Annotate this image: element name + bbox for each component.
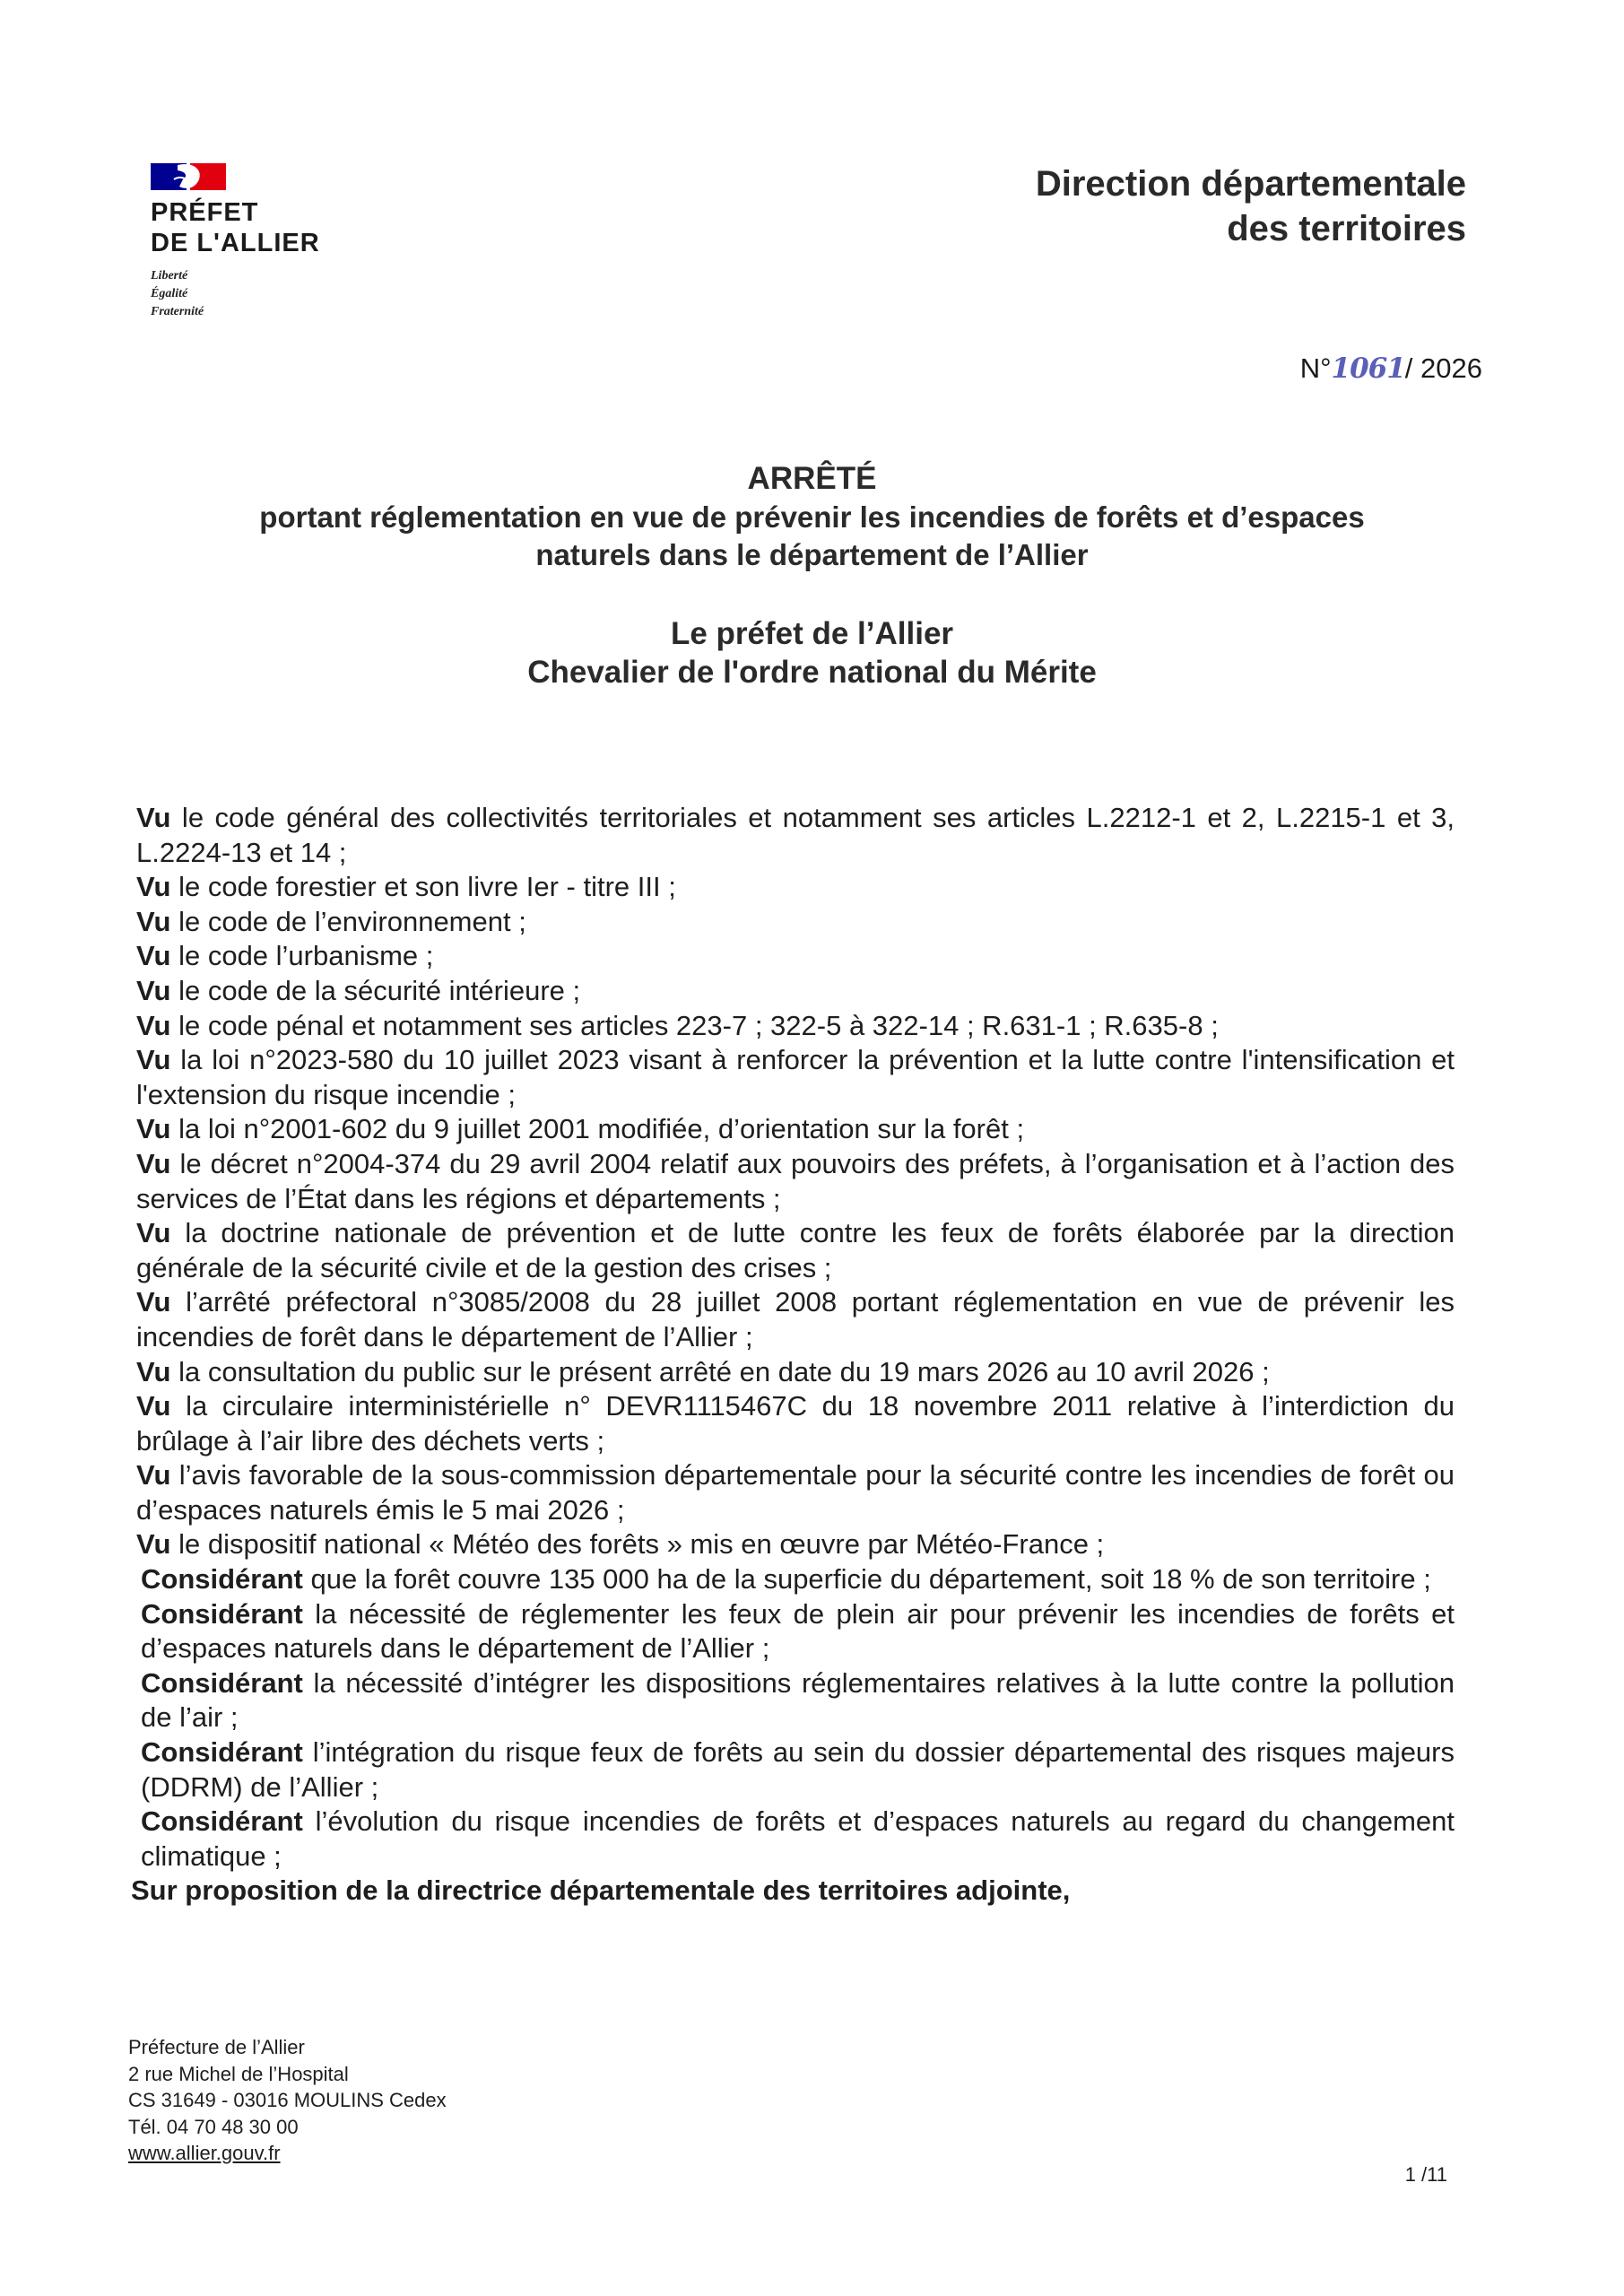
page-number: 1 /11 (1404, 2163, 1447, 2186)
prefecture-address (128, 2034, 447, 2167)
signing-authority (135, 614, 1489, 691)
visa-item: Vu la loi n°2001-602 du 9 juillet 2001 modifiée, d’orientation sur la forêt ; (136, 1113, 1025, 1145)
arrete-number (1300, 352, 1482, 385)
address-line3: CS 31649 - 03016 MOULINS Cedex (128, 2089, 447, 2111)
considerant-item: Considérant la nécessité de réglementer les feux de plein air pour prévenir les incendies de forêts et d’espaces naturels dans le département de l’Allier ; (141, 1597, 1455, 1665)
considerant-item: Considérant la nécessité d’intégrer les dispositions réglementaires relatives à la lutte contre la pollution de l’air ; (141, 1666, 1455, 1734)
considerant-item: Considérant l’évolution du risque incendies de forêts et d’espaces naturels au regard du changement climatique ; (141, 1805, 1455, 1872)
visa-item: Vu la loi n°2023-580 du 10 juillet 2023 visant à renforcer la prévention et la lutte contre l'intensification et l'extension du risque incendie ; (136, 1044, 1455, 1110)
motto-egalite: Égalité (151, 287, 188, 300)
prefecture-logo (151, 160, 348, 321)
website-link[interactable]: www.allier.gouv.fr (128, 2142, 281, 2164)
number-prefix: N° (1299, 352, 1332, 384)
visas-list (131, 801, 1455, 1909)
motto-liberte: Liberté (151, 269, 188, 283)
visa-item: Vu la circulaire interministérielle n° DEVR1115467C du 18 novembre 2011 relative à l’interdiction du brûlage à l’air libre des déchets verts ; (136, 1390, 1455, 1457)
visa-item: Vu la doctrine nationale de prévention et de lutte contre les feux de forêts élaborée par la direction générale de la sécurité civile et de la gestion des crises ; (136, 1217, 1455, 1283)
number-year: / 2026 (1404, 352, 1482, 384)
visa-item: Vu le code de l’environnement ; (136, 905, 526, 937)
visa-item: Vu l’arrêté préfectoral n°3085/2008 du 28 juillet 2008 portant réglementation en vue de prévenir les incendies de forêt dans le département de l’Allier ; (136, 1286, 1455, 1352)
authority-distinction: Chevalier de l'ordre national du Mérite (527, 655, 1097, 690)
authority-title: Le préfet de l’Allier (670, 616, 954, 651)
visa-item: Vu la consultation du public sur le présent arrêté en date du 19 mars 2026 au 10 avril 2026 ; (136, 1355, 1270, 1387)
handwritten-number: 1061 (1331, 352, 1405, 385)
title-arrete: ARRÊTÉ (747, 461, 877, 496)
title-subject-line2: naturels dans le département de l’Allier (535, 538, 1089, 571)
visa-item: Vu le code forestier et son livre Ier - titre III ; (136, 871, 676, 903)
visa-item: Vu le code l’urbanisme ; (136, 940, 434, 972)
visa-item: Vu le décret n°2004-374 du 29 avril 2004 relatif aux pouvoirs des préfets, à l’organisation et à l’action des services de l’État dans les régions et départements ; (136, 1147, 1455, 1214)
visa-item: Vu l’avis favorable de la sous-commission départementale pour la sécurité contre les incendies de forêt ou d’espaces naturels émis le 5 mai 2026 ; (136, 1459, 1455, 1526)
republic-motto (151, 267, 348, 321)
title-subject-line1: portant réglementation en vue de prévenir les incendies de forêts et d’espaces (259, 500, 1365, 534)
visa-item: Vu le code pénal et notamment ses articles 223-7 ; 322-5 à 322-14 ; R.631-1 ; R.635-8 ; (136, 1009, 1219, 1041)
address-line1: Préfecture de l’Allier (128, 2036, 305, 2058)
marianne-icon (151, 160, 226, 192)
issuing-direction (838, 161, 1466, 251)
visa-item: Vu le dispositif national « Météo des forêts » mis en œuvre par Météo-France ; (136, 1528, 1105, 1561)
considerant-item: Considérant l’intégration du risque feux de forêts au sein du dossier départemental des risques majeurs (DDRM) de l’Allier ; (141, 1736, 1455, 1803)
prefect-name-line2: DE L'ALLIER (151, 229, 320, 257)
prefect-name-line1: PRÉFET (151, 198, 259, 227)
visa-item: Vu le code général des collectivités territoriales et notamment ses articles L.2212-1 et 2, L.2215-1 et 3, L.2224-13 et 14 ; (136, 802, 1455, 868)
direction-line2: des territoires (1227, 209, 1466, 248)
motto-fraternite: Fraternité (151, 305, 204, 318)
address-line2: 2 rue Michel de l’Hospital (128, 2062, 349, 2085)
considerant-item: Considérant que la forêt couvre 135 000 ha de la superficie du département, soit 18 % de son territoire ; (141, 1563, 1431, 1596)
document-title (135, 459, 1489, 574)
phone-number: Tél. 04 70 48 30 00 (128, 2115, 299, 2138)
direction-line1: Direction départementale (1035, 164, 1466, 204)
visa-item: Vu le code de la sécurité intérieure ; (136, 974, 581, 1006)
proposal-line: Sur proposition de la directrice départementale des territoires adjointe, (131, 1874, 1071, 1907)
